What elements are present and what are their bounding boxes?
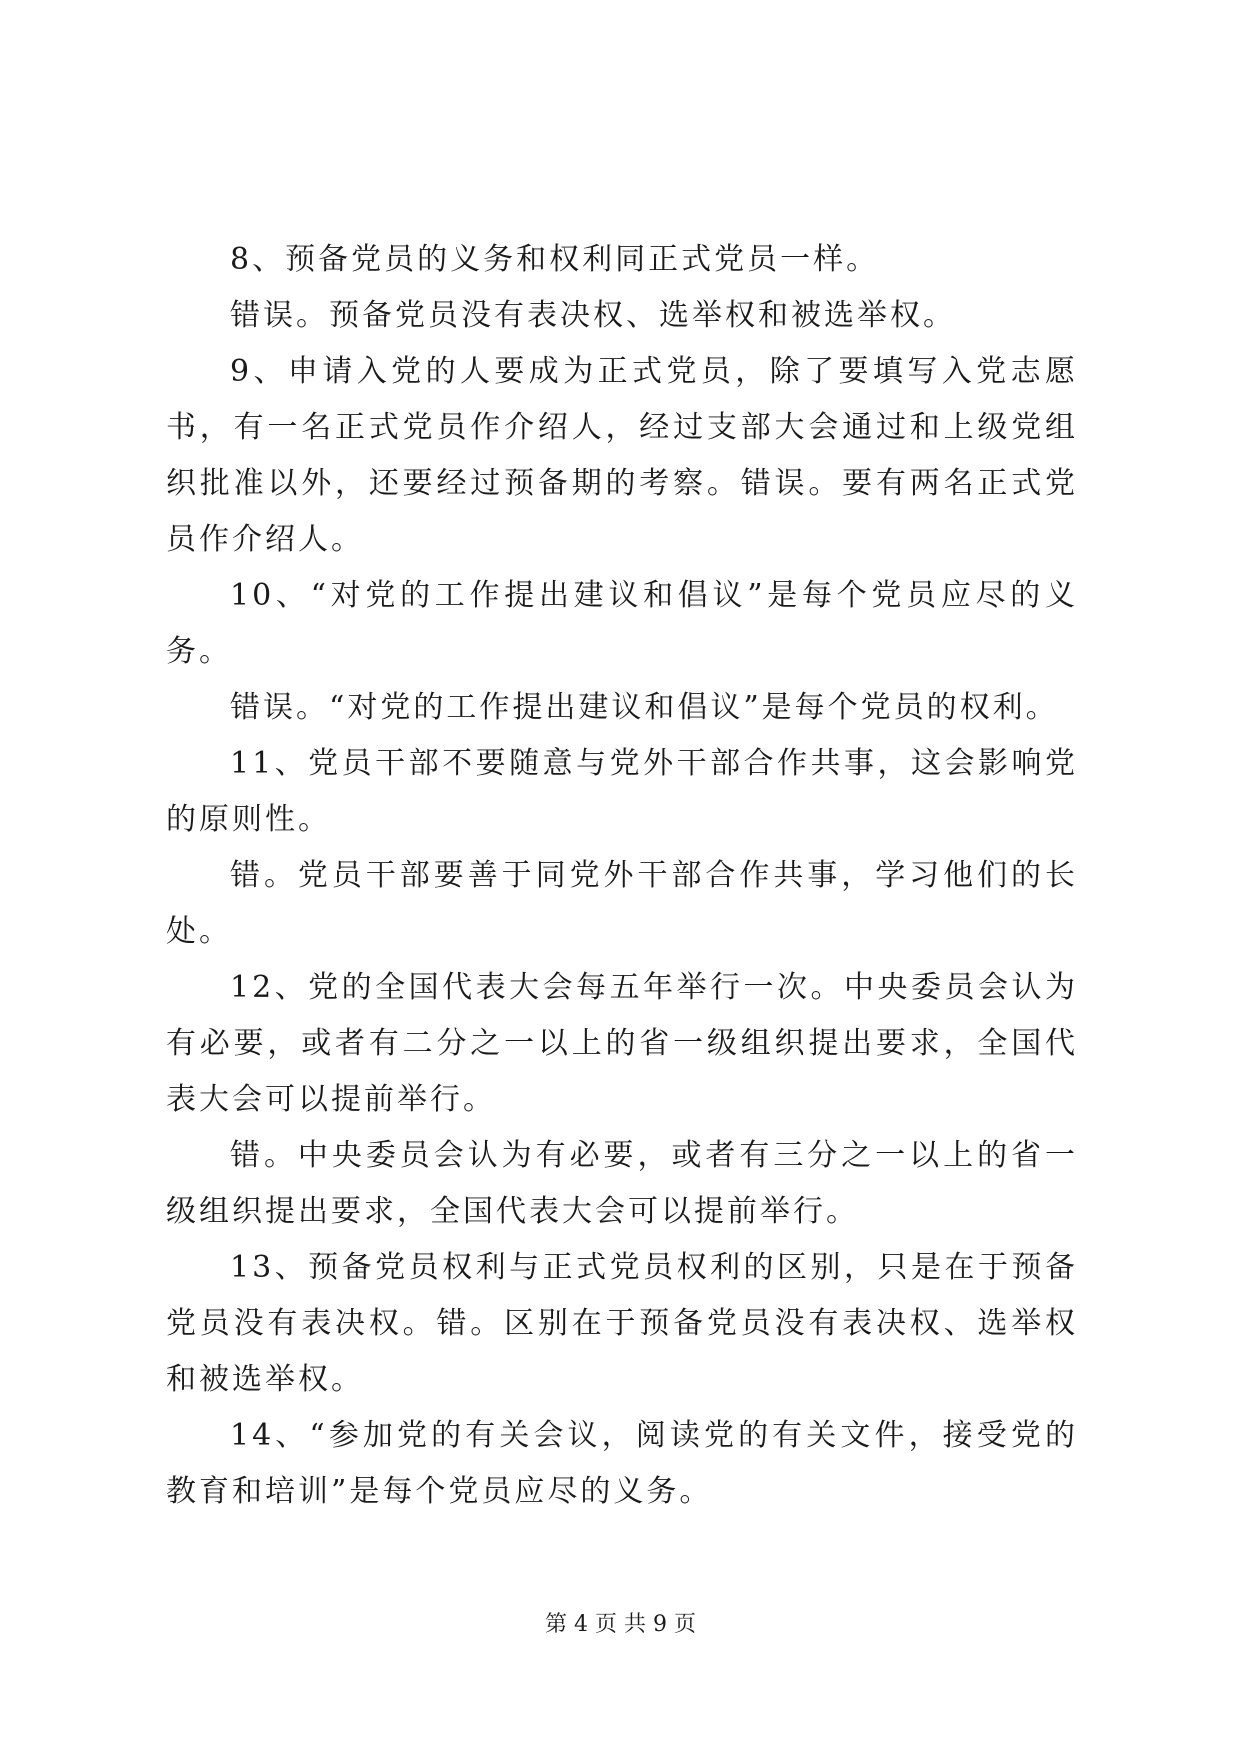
- paragraph-q10: 10、“对党的工作提出建议和倡议”是每个党员应尽的义务。: [166, 578, 1078, 669]
- paragraph-a12: 错。中央委员会认为有必要，或者有三分之一以上的省一级组织提出要求，全国代表大会可以提前举行。: [166, 1138, 1078, 1229]
- paragraph-q8: 8、预备党员的义务和权利同正式党员一样。: [230, 242, 880, 277]
- paragraph-q9: 9、申请入党的人要成为正式党员，除了要填写入党志愿书，有一名正式党员作介绍人，经过支部大会通过和上级党组织批准以外，还要经过预备期的考察。错误。要有两名正式党员作介绍人。: [166, 354, 1078, 557]
- page-footer: 第 4 页 共 9 页: [545, 1612, 696, 1637]
- paragraph-q12: 12、党的全国代表大会每五年举行一次。中央委员会认为有必要，或者有二分之一以上的省一级组织提出要求，全国代表大会可以提前举行。: [166, 970, 1078, 1117]
- paragraph-q13: 13、预备党员权利与正式党员权利的区别，只是在于预备党员没有表决权。错。区别在于预备党员没有表决权、选举权和被选举权。: [166, 1250, 1078, 1397]
- paragraph-a10: 错误。“对党的工作提出建议和倡议”是每个党员的权利。: [230, 690, 1059, 725]
- paragraph-a11: 错。党员干部要善于同党外干部合作共事，学习他们的长处。: [166, 858, 1078, 949]
- paragraph-q14: 14、“参加党的有关会议，阅读党的有关文件，接受党的教育和培训”是每个党员应尽的义务。: [166, 1418, 1078, 1509]
- paragraph-a8: 错误。预备党员没有表决权、选举权和被选举权。: [230, 298, 956, 333]
- paragraph-q11: 11、党员干部不要随意与党外干部合作共事，这会影响党的原则性。: [166, 746, 1078, 837]
- document-body: [166, 232, 1078, 1520]
